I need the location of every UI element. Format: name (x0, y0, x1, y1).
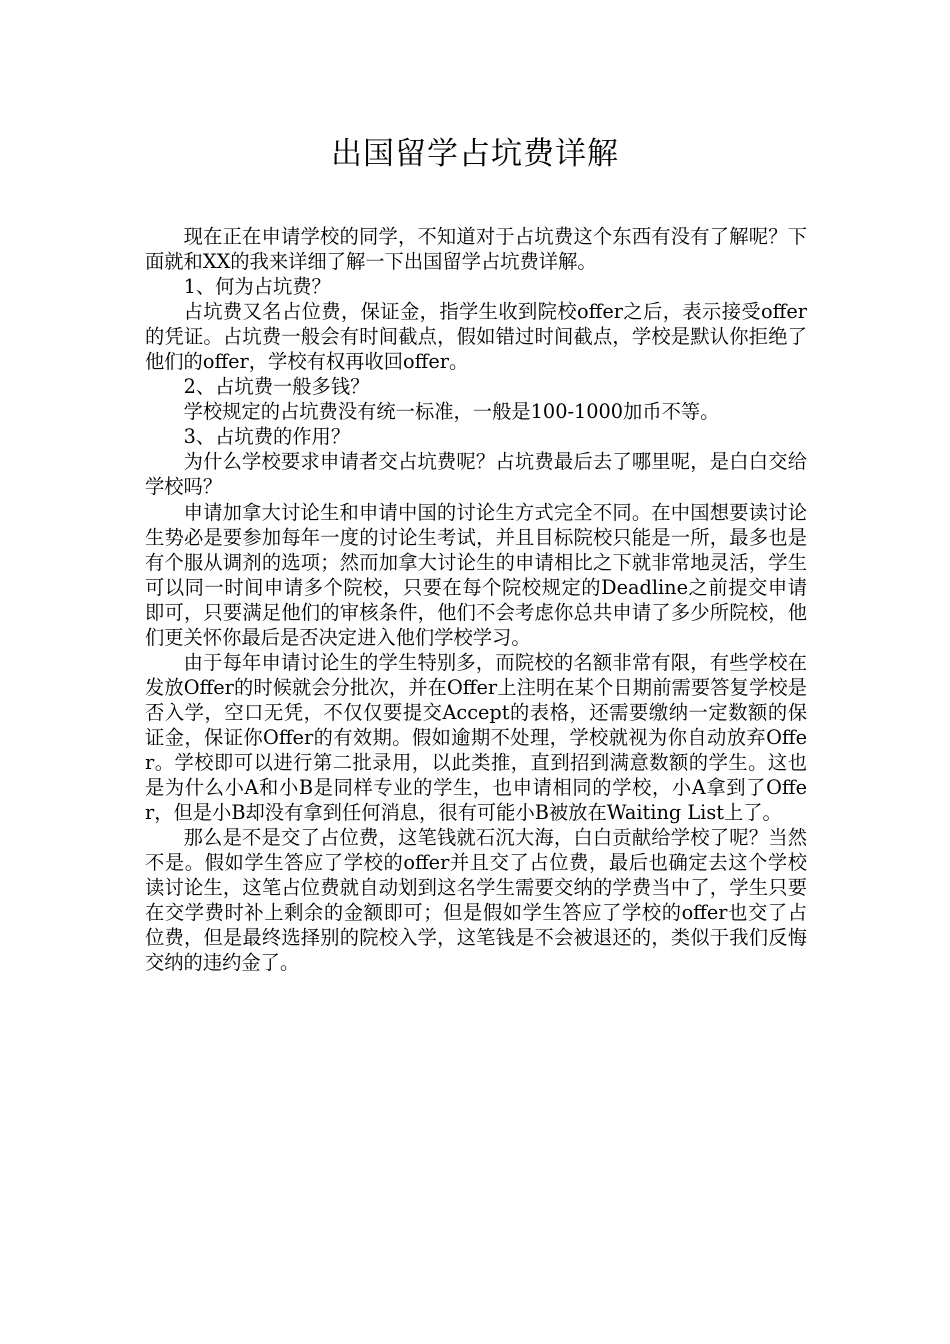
document-body (145, 224, 807, 975)
document-title: 出国留学占坑费详解 (331, 136, 619, 172)
paragraph-amount: 学校规定的占坑费没有统一标准，一般是100-1000加币不等。 (183, 400, 720, 424)
heading-how-much: 2、占坑费一般多钱？ (183, 375, 370, 399)
heading-what-is-deposit: 1、何为占坑费？ (183, 275, 331, 299)
paragraph-intro: 现在正在申请学校的同学，不知道对于占坑费这个东西有没有了解呢？下面就和XX的我来详细了解一下出国留学占坑费详解。 (145, 225, 807, 274)
paragraph-batches: 由于每年申请讨论生的学生特别多，而院校的名额非常有限，有些学校在发放Offer的时候就会分批次，并在Offer上注明在某个日期前需要答复学校是否入学，空口无凭，不仅仅要提交Accept的表格，还需要缴纳一定数额的保证金，保证你Offer的有效期。假如逾期不处理，学校就视为你自动放弃Offer。学校即可以进行第二批录用，以此类推，直到招到满意数额的学生。这也是为什么小A和小B是同样专业的学生，也申请相同的学校，小A拿到了Offer，但是小B却没有拿到任何消息，很有可能小B被放在Waiting List上了。 (145, 650, 807, 825)
heading-purpose: 3、占坑费的作用？ (183, 425, 351, 449)
paragraph-refund: 那么是不是交了占位费，这笔钱就石沉大海，白白贡献给学校了呢？当然不是。假如学生答应了学校的offer并且交了占位费，最后也确定去这个学校读讨论生，这笔占位费就自动划到这名学生需要交纳的学费当中了，学生只要在交学费时补上剩余的金额即可；但是假如学生答应了学校的offer也交了占位费，但是最终选择别的院校入学，这笔钱是不会被退还的，类似于我们反悔交纳的违约金了。 (145, 826, 807, 975)
paragraph-comparison: 申请加拿大讨论生和申请中国的讨论生方式完全不同。在中国想要读讨论生势必是要参加每年一度的讨论生考试，并且目标院校只能是一所，最多也是有个服从调剂的选项；然而加拿大讨论生的申请相比之下就非常地灵活，学生可以同一时间申请多个院校，只要在每个院校规定的Deadline之前提交申请即可，只要满足他们的审核条件，他们不会考虑你总共申请了多少所院校，他们更关怀你最后是否决定进入他们学校学习。 (145, 500, 807, 649)
paragraph-question: 为什么学校要求申请者交占坑费呢？占坑费最后去了哪里呢，是白白交给学校吗？ (145, 450, 807, 499)
paragraph-definition: 占坑费又名占位费，保证金，指学生收到院校offer之后，表示接受offer的凭证。占坑费一般会有时间截点，假如错过时间截点，学校是默认你拒绝了他们的offer，学校有权再收回offer。 (145, 300, 807, 374)
